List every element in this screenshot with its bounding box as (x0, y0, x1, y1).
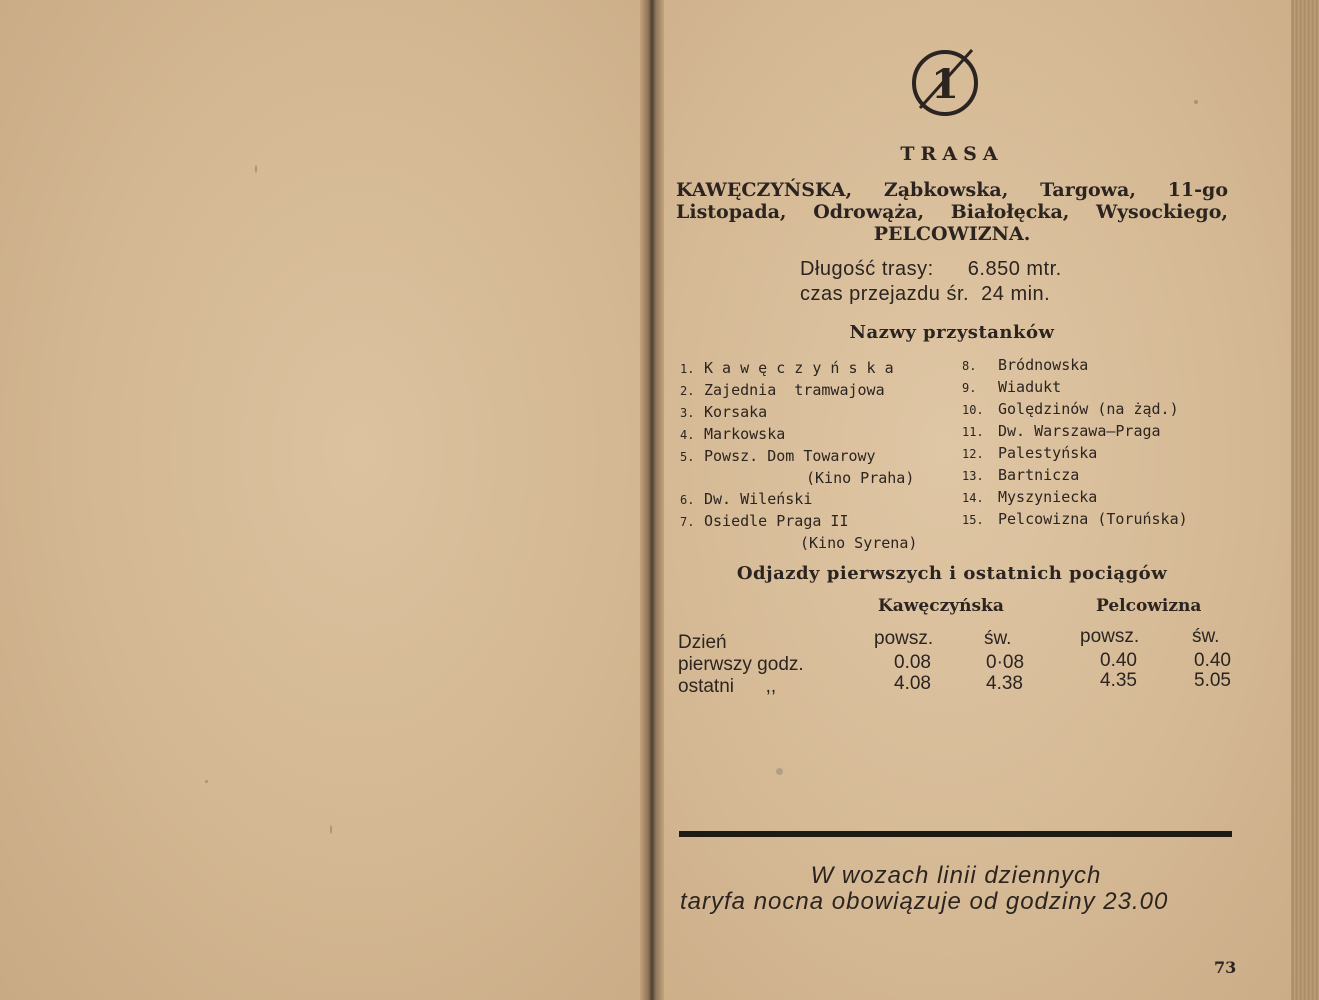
book-spine (640, 0, 664, 1000)
stop-item (680, 358, 917, 380)
stop-name: Bródnowska (998, 356, 1089, 374)
stop-name: (Kino Praha) (806, 469, 915, 487)
stops-list-left (680, 358, 917, 554)
stop-item (962, 487, 1188, 509)
stop-number: 3. (680, 406, 695, 420)
page-number: 73 (1214, 958, 1237, 977)
stop-name: Markowska (704, 425, 786, 443)
stop-item-note (680, 533, 917, 554)
route-terminus: PELCOWIZNA. (873, 223, 1031, 245)
stop-item (680, 511, 917, 533)
departure-time: 5.05 (1194, 670, 1231, 691)
paper-fleck (255, 165, 257, 173)
row-label-last: ostatni ,, (678, 676, 777, 697)
stop-item (962, 443, 1188, 465)
stop-item (680, 402, 917, 424)
left-page-blank (0, 0, 652, 1000)
departure-time: 0.40 (1194, 650, 1231, 671)
stop-number: 7. (680, 515, 695, 529)
departures-heading: Odjazdy pierwszych i ostatnich pociągów (736, 563, 1168, 584)
stop-name: Zajednia tramwajowa (704, 381, 885, 399)
stop-number: 2. (680, 384, 695, 398)
stop-item (680, 489, 917, 511)
night-fare-notice-line-1: W wozach linii dziennych (810, 862, 1102, 889)
route-line-3 (676, 223, 1228, 245)
stop-name: Golędzinów (na żąd.) (998, 400, 1179, 418)
stop-number: 15. (962, 513, 984, 527)
column-header: św. (984, 628, 1012, 649)
terminal-header-kaweczynska: Kawęczyńska (878, 596, 1004, 616)
stop-name: Bartnicza (998, 466, 1080, 484)
stop-number: 6. (680, 493, 695, 507)
stop-name: Pelcowizna (Toruńska) (998, 510, 1188, 528)
stop-item (962, 355, 1188, 377)
row-header-day: Dzień (678, 632, 727, 653)
departure-time: 4.08 (894, 673, 931, 694)
departure-time: 0.08 (894, 652, 931, 673)
route-street: Listopada, (676, 201, 787, 223)
stop-item (962, 509, 1188, 531)
stop-name: Dw. Warszawa—Praga (998, 422, 1161, 440)
stop-item-note (680, 468, 917, 489)
paper-fleck (330, 825, 332, 834)
stop-number: 9. (962, 381, 977, 395)
paper-fleck (1194, 100, 1198, 104)
stop-number: 8. (962, 359, 977, 373)
column-header: powsz. (874, 628, 934, 649)
stops-list-right (962, 355, 1188, 531)
stop-number: 10. (962, 403, 984, 417)
stop-name: (Kino Syrena) (800, 534, 918, 552)
stop-name: Osiedle Praga II (704, 512, 849, 530)
route-street: KAWĘCZYŃSKA, (676, 179, 853, 201)
stop-name: Dw. Wileński (704, 490, 813, 508)
emblem-line-number: 1 (931, 61, 959, 108)
stop-number: 14. (962, 491, 984, 505)
stop-name: Korsaka (704, 403, 768, 421)
terminal-header-pelcowizna: Pelcowizna (1096, 596, 1202, 616)
route-length-value: 6.850 mtr. (967, 258, 1062, 280)
route-street: Białołęcka, (950, 201, 1070, 223)
stop-item (680, 380, 917, 402)
departure-time: 4.38 (986, 673, 1023, 694)
route-time-value: 24 min. (981, 283, 1051, 305)
stop-number: 1. (680, 362, 695, 376)
route-street: 11-go (1167, 179, 1228, 201)
departure-time: 4.35 (1100, 670, 1137, 691)
column-header: powsz. (1080, 626, 1140, 647)
route-street: Ząbkowska, (883, 179, 1009, 201)
stop-item (962, 377, 1188, 399)
stop-number: 13. (962, 469, 984, 483)
route-title: TRASA (900, 143, 1004, 165)
stop-number: 5. (680, 450, 695, 464)
route-info (800, 257, 1062, 307)
route-line-2 (676, 201, 1228, 223)
stop-item (962, 399, 1188, 421)
route-description (676, 179, 1228, 245)
stop-number: 4. (680, 428, 695, 442)
route-street: Odrowąża, (813, 201, 925, 223)
row-label-first: pierwszy godz. (678, 654, 804, 675)
route-length (800, 257, 1062, 282)
route-time-label: czas przejazdu śr. (800, 283, 970, 305)
stop-name: K a w ę c z y ń s k a (704, 359, 894, 377)
route-street: Wysockiego, (1096, 201, 1228, 223)
departure-time: 0.40 (1100, 650, 1137, 671)
route-time (800, 282, 1062, 307)
night-fare-notice-line-2: taryfa nocna obowiązuje od godziny 23.00 (680, 888, 1169, 915)
stop-item (962, 421, 1188, 443)
page-edges (1291, 0, 1319, 1000)
stop-number: 11. (962, 425, 984, 439)
divider-rule (679, 831, 1232, 837)
stop-name: Wiadukt (998, 378, 1062, 396)
paper-fleck (776, 768, 783, 775)
paper-fleck (205, 780, 208, 783)
stop-number: 12. (962, 447, 984, 461)
stop-item (962, 465, 1188, 487)
stop-name: Myszyniecka (998, 488, 1098, 506)
departure-time: 0·08 (986, 652, 1025, 673)
stop-name: Palestyńska (998, 444, 1098, 462)
route-line-1 (676, 179, 1228, 201)
stops-heading: Nazwy przystanków (849, 322, 1055, 343)
stop-name: Powsz. Dom Towarowy (704, 447, 876, 465)
stop-item (680, 446, 917, 468)
route-street: Targowa, (1040, 179, 1136, 201)
route-length-label: Długość trasy: (800, 258, 934, 280)
stop-item (680, 424, 917, 446)
route-number-emblem (910, 46, 980, 116)
column-header: św. (1192, 626, 1220, 647)
